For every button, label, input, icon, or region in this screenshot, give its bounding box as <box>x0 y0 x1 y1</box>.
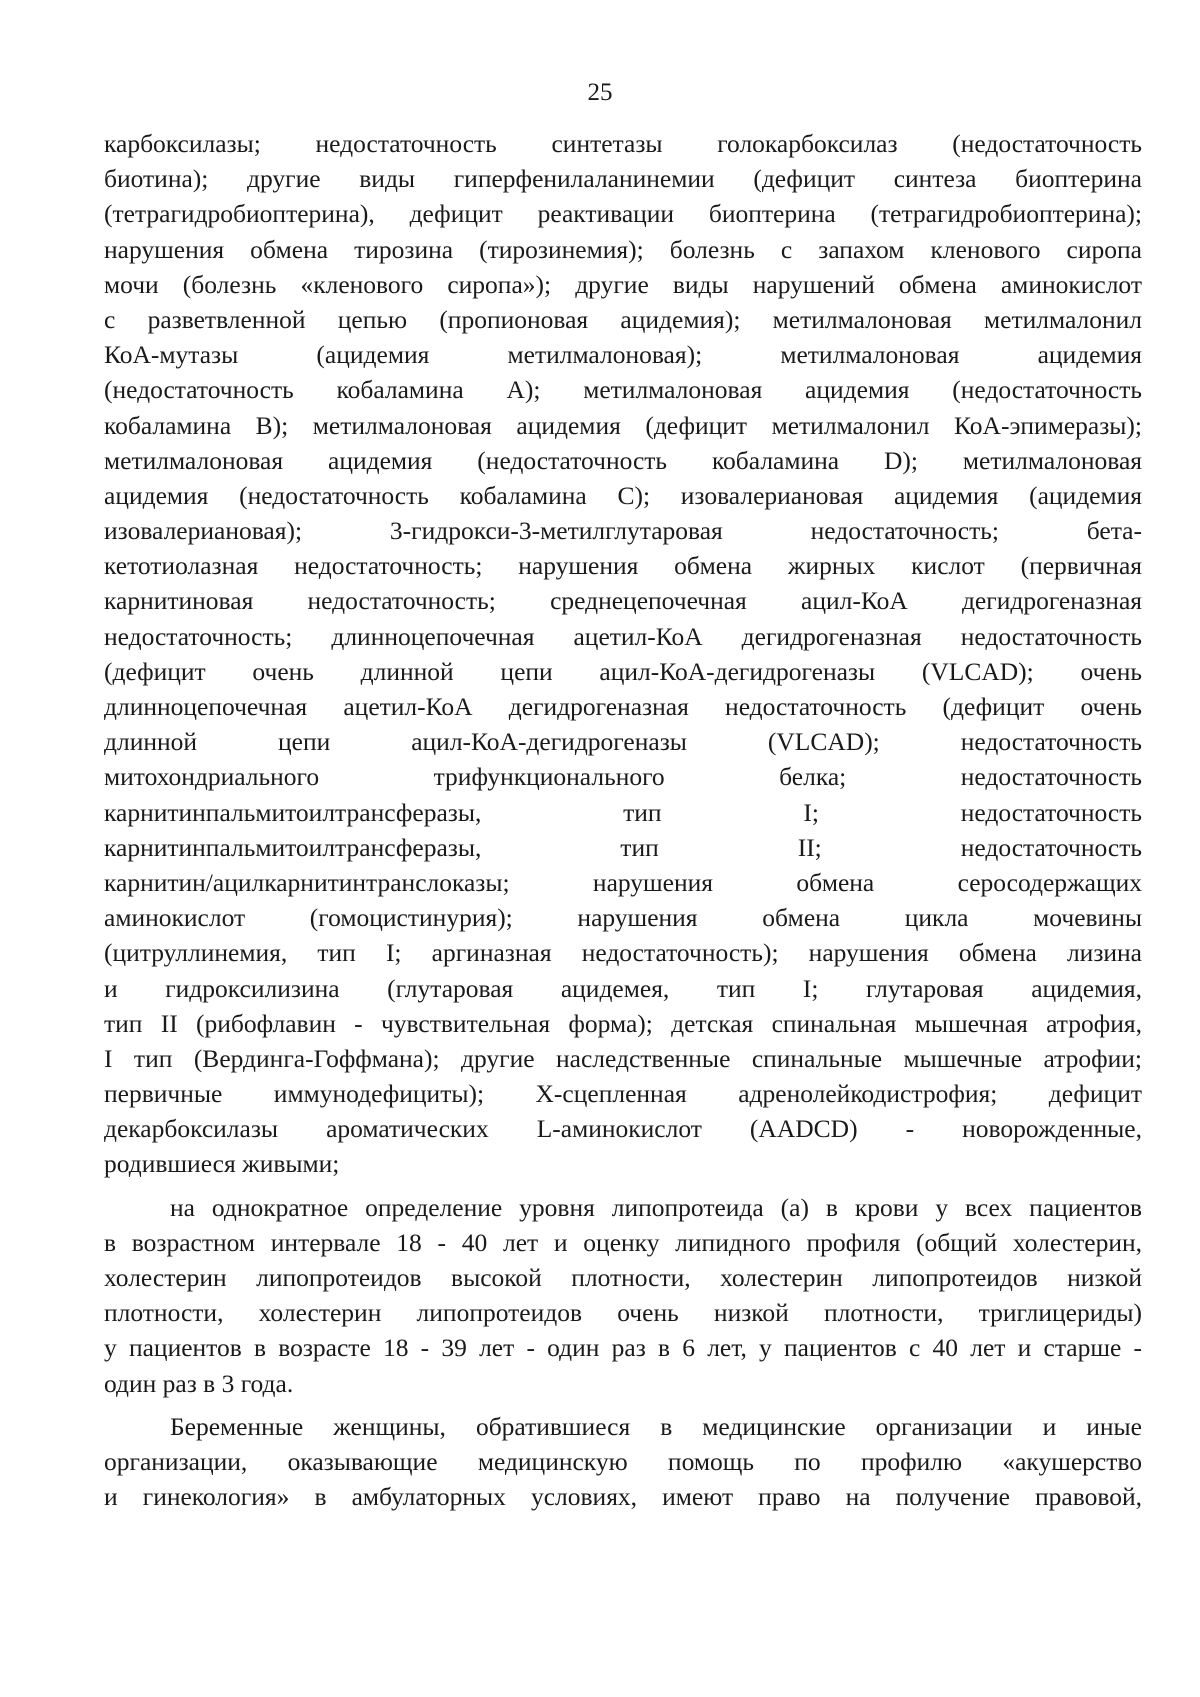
text-line: Беременные женщины, обратившиеся в медицинские организации и иные <box>170 1411 1142 1441</box>
text-line: (недостаточность кобаламина А); метилмалоновая ацидемия (недостаточность <box>104 375 1142 405</box>
page-number: 25 <box>587 79 613 106</box>
text-line: длинной цепи ацил-КоА-дегидрогеназы (VLCAD); недостаточность <box>104 727 1142 757</box>
text-line: КоА-мутазы (ацидемия метилмалоновая); метилмалоновая ацидемия <box>104 340 1142 370</box>
text-line: организации, оказывающие медицинскую помощь по профилю «акушерство <box>104 1446 1142 1476</box>
text-line: с разветвленной цепью (пропионовая ацидемия); метилмалоновая метилмалонил <box>104 304 1142 334</box>
text-line: (дефицит очень длинной цепи ацил-КоА-дегидрогеназы (VLCAD); очень <box>104 656 1142 686</box>
text-line: ацидемия (недостаточность кобаламина С); изовалериановая ацидемия (ацидемия <box>104 480 1142 510</box>
text-line: I тип (Вердинга-Гоффмана); другие наследственные спинальные мышечные атрофии; <box>104 1043 1142 1073</box>
text-line: метилмалоновая ацидемия (недостаточность кобаламина D); метилмалоновая <box>104 445 1142 475</box>
text-line: декарбоксилазы ароматических L-аминокислот (AADCD) - новорожденные, <box>104 1114 1142 1144</box>
paragraph-spacer <box>104 1182 1142 1190</box>
text-line: родившиеся живыми; <box>104 1149 340 1179</box>
paragraph-lipoprotein-screening <box>104 1190 1142 1401</box>
text-line: митохондриального трифункционального белка; недостаточность <box>104 762 1142 792</box>
text-line: кетотиолазная недостаточность; нарушения обмена жирных кислот (первичная <box>104 551 1142 581</box>
text-line: (цитруллинемия, тип I; аргиназная недостаточность); нарушения обмена лизина <box>104 938 1142 968</box>
text-line: карнитинпальмитоилтрансферазы, тип I; недостаточность <box>104 797 1142 827</box>
text-line: изовалериановая); 3-гидрокси-3-метилглутаровая недостаточность; бета- <box>104 516 1142 546</box>
text-line: мочи (болезнь «кленового сиропа»); другие виды нарушений обмена аминокислот <box>104 269 1142 299</box>
text-line: один раз в 3 года. <box>104 1368 294 1398</box>
paragraph-genetic-screening-list <box>104 126 1142 1182</box>
text-line: недостаточность; длинноцепочечная ацетил-КоА дегидрогеназная недостаточность <box>104 621 1142 651</box>
text-line: в возрастном интервале 18 - 40 лет и оценку липидного профиля (общий холестерин, <box>104 1227 1142 1257</box>
text-line: аминокислот (гомоцистинурия); нарушения обмена цикла мочевины <box>104 903 1142 933</box>
text-line: кобаламина В); метилмалоновая ацидемия (дефицит метилмалонил КоА-эпимеразы); <box>104 410 1142 440</box>
text-line: биотина); другие виды гиперфенилаланинемии (дефицит синтеза биоптерина <box>104 164 1142 194</box>
text-line: первичные иммунодефициты); Х-сцепленная адренолейкодистрофия; дефицит <box>104 1079 1142 1109</box>
text-line: плотности, холестерин липопротеидов очень низкой плотности, триглицериды) <box>104 1298 1142 1328</box>
text-line: у пациентов в возрасте 18 - 39 лет - один раз в 6 лет, у пациентов с 40 лет и старше - <box>104 1333 1142 1363</box>
text-line: и гидроксилизина (глутаровая ацидемея, тип I; глутаровая ацидемия, <box>104 973 1142 1003</box>
text-line: карбоксилазы; недостаточность синтетазы голокарбоксилаз (недостаточность <box>104 129 1142 158</box>
text-line: (тетрагидробиоптерина), дефицит реактивации биоптерина (тетрагидробиоптерина); <box>104 199 1142 229</box>
text-line: на однократное определение уровня липопротеида (а) в крови у всех пациентов <box>170 1192 1142 1222</box>
text-line: карнитинпальмитоилтрансферазы, тип II; недостаточность <box>104 832 1142 862</box>
text-line: нарушения обмена тирозина (тирозинемия); болезнь с запахом кленового сиропа <box>104 234 1142 264</box>
text-line: тип II (рибофлавин - чувствительная форма); детская спинальная мышечная атрофия, <box>104 1008 1142 1038</box>
text-line: карнитин/ацилкарнитинтранслоказы; нарушения обмена серосодержащих <box>104 867 1142 897</box>
text-line: холестерин липопротеидов высокой плотности, холестерин липопротеидов низкой <box>104 1263 1142 1292</box>
text-line: карнитиновая недостаточность; среднецепочечная ацил-КоА дегидрогеназная <box>104 586 1142 616</box>
text-line: и гинекология» в амбулаторных условиях, имеют право на получение правовой, <box>104 1482 1142 1512</box>
text-line: длинноцепочечная ацетил-КоА дегидрогеназная недостаточность (дефицит очень <box>104 692 1142 721</box>
paragraph-spacer <box>104 1401 1142 1409</box>
document-body <box>104 126 1142 1514</box>
paragraph-pregnant-women <box>104 1409 1142 1515</box>
